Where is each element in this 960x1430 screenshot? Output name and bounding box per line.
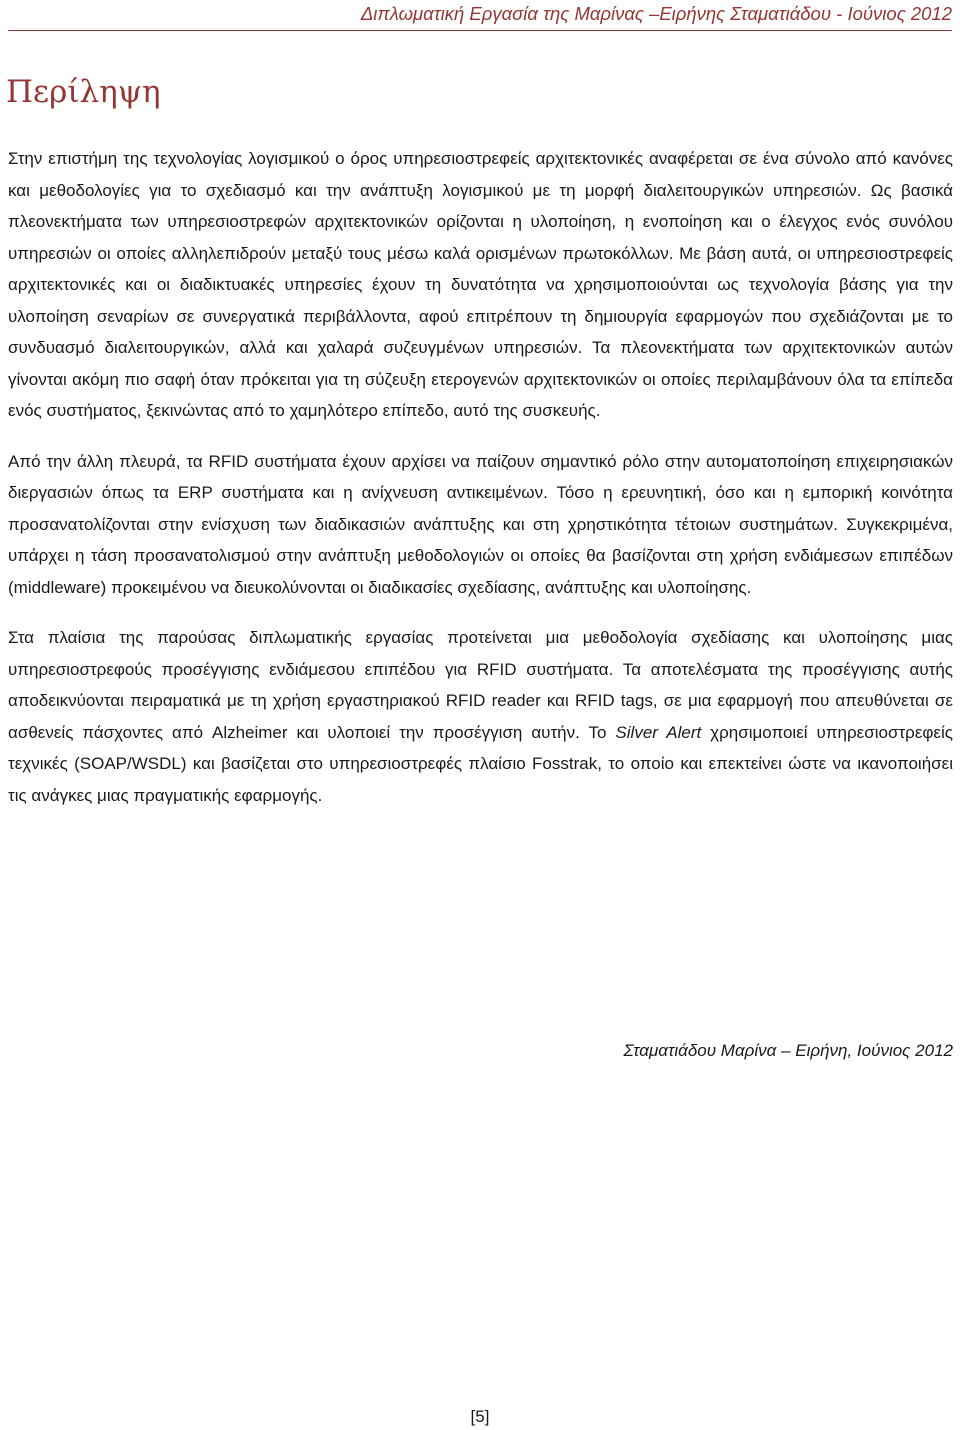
author-signature: Σταματιάδου Μαρίνα – Ειρήνη, Ιούνιος 2012 xyxy=(623,1041,953,1060)
paragraph-3 xyxy=(8,622,953,811)
running-header-text: Διπλωματική Εργασία της Μαρίνας –Ειρήνης Σταματιάδου - Ιούνιος 2012 xyxy=(360,3,952,24)
paragraph-2: Από την άλλη πλευρά, τα RFID συστήματα έχουν αρχίσει να παίζουν σημαντικό ρόλο στην αυτοματοποίηση επιχειρησιακών διεργασιών όπως τα ERP συστήματα και η ανίχνευση αντικειμένων. Τόσο η ερευνητική, όσο και η εμπορική κοινότητα προσανατολίζονται στην ενίσχυση των διαδικασιών ανάπτυξης και στη χρηστικότητα τέτοιων συστημάτων. Συγκεκριμένα, υπάρχει η τάση προσανατολισμού στην ανάπτυξη μεθοδολογιών οι οποίες θα βασίζονται στη χρήση ενδιάμεσων επιπέδων (middleware) προκειμένου να διευκολύνονται οι διαδικασίες σχεδίασης, ανάπτυξης και υλοποίησης. xyxy=(8,451,953,597)
section-title: Περίληψη xyxy=(6,74,161,110)
abstract-body xyxy=(8,143,953,830)
paragraph-3-text-before: Στα πλαίσια της παρούσας διπλωματικής εργασίας προτείνεται μια μεθοδολογία σχεδίασης και υλοποίησης μιας υπηρεσιοστρεφούς προσέγγισης ενδιάμεσου επιπέδου για RFID συστήματα. Τα αποτελέσματα της προσέγγισης αυτής αποδεικνύονται πειραματικά με τη χρήση εργαστηριακού RFID reader και RFID tags, σε μια εφαρμογή που απευθύνεται σε ασθενείς πάσχοντες από Alzheimer και υλοποιεί την προσέγγιση αυτήν. Το xyxy=(8,628,953,742)
silver-alert-emphasis: Silver Alert xyxy=(615,722,702,742)
paragraph-3-text-after: χρησιμοποιεί υπηρεσιοστρεφείς τεχνικές (SOAP/WSDL) και βασίζεται στο υπηρεσιοστρεφές πλαίσιο Fosstrak, το οποίο και επεκτείνει ώστε να ικανοποιήσει τις ανάγκες μιας πραγματικής εφαρμογής. xyxy=(8,722,953,805)
paragraph-1: Στην επιστήμη της τεχνολογίας λογισμικού ο όρος υπηρεσιοστρεφείς αρχιτεκτονικές αναφέρεται σε ένα σύνολο από κανόνες και μεθοδολογίες για το σχεδιασμό και την ανάπτυξη λογισμικού με τη μορφή διαλειτουργικών υπηρεσιών. Ως βασικά πλεονεκτήματα των υπηρεσιοστρεφών αρχιτεκτονικών ορίζονται η υλοποίηση, η ενοποίηση και ο έλεγχος ενός συνόλου υπηρεσιών οι οποίες αλληλεπιδρούν μεταξύ τους μέσω καλά ορισμένων πρωτοκόλλων. Με βάση αυτά, οι υπηρεσιοστρεφείς αρχιτεκτονικές και οι διαδικτυακές υπηρεσίες έχουν τη δυνατότητα να χρησιμοποιούνται ως τεχνολογία βάσης για την υλοποίηση σεναρίων σε συνεργατικά περιβάλλοντα, αφού επιτρέπουν τη δημιουργία εφαρμογών που σχεδιάζονται με το συνδυασμό διαλειτουργικών, αλλά και χαλαρά συζευγμένων υπηρεσιών. Τα πλεονεκτήματα των αρχιτεκτονικών αυτών γίνονται ακόμη πιο σαφή όταν πρόκειται για τη σύζευξη ετερογενών αρχιτεκτονικών οι οποίες περιλαμβάνουν όλα τα επίπεδα ενός συστήματος, ξεκινώντας από το χαμηλότερο επίπεδο, αυτό της συσκευής. xyxy=(8,149,953,420)
page-number: [5] xyxy=(470,1407,490,1426)
running-header xyxy=(8,0,952,31)
